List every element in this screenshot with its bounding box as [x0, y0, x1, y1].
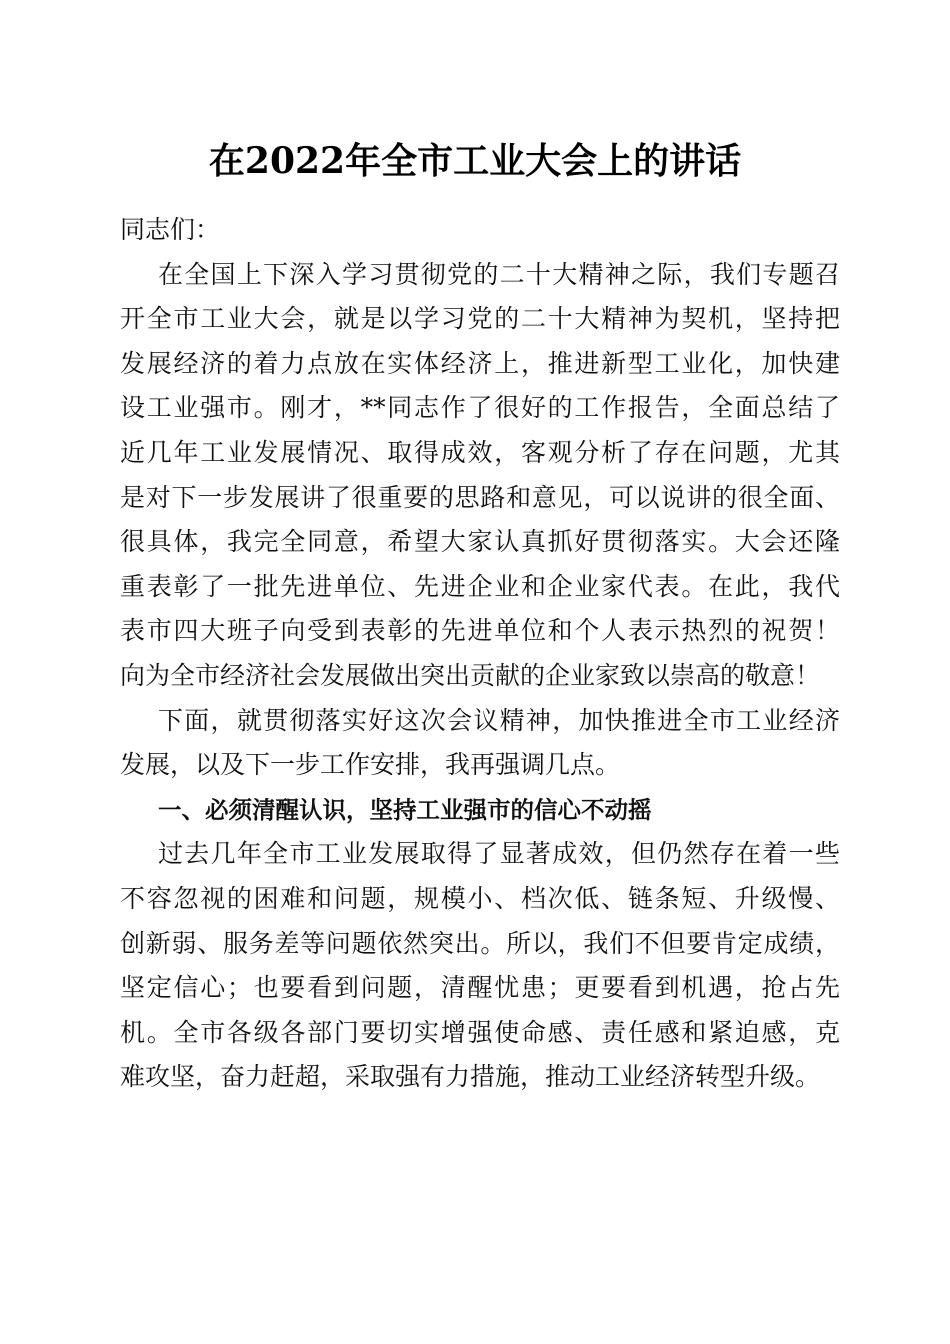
paragraph-line: 在全国上下深入学习贯彻党的二十大精神之际，我们专题召 — [158, 259, 840, 289]
document-body — [120, 208, 840, 1100]
salutation: 同志们： — [120, 215, 221, 244]
paragraph-line: 难攻坚，奋力赶超，采取强有力措施，推动工业经济转型升级。 — [120, 1062, 821, 1092]
paragraph-line: 近几年工业发展情况、取得成效，客观分析了存在问题，尤其 — [120, 437, 840, 467]
paragraph-line: 重表彰了一批先进单位、先进企业和企业家代表。在此，我代 — [120, 571, 840, 601]
paragraph-line: 下面，就贯彻落实好这次会议精神，加快推进全市工业经济 — [158, 705, 840, 735]
paragraph-2 — [120, 699, 840, 788]
paragraph-line: 创新弱、服务差等问题依然突出。所以，我们不但要肯定成绩， — [120, 928, 840, 958]
paragraph-line: 过去几年全市工业发展取得了显著成效，但仍然存在着一些 — [158, 839, 840, 869]
document-title: 在2022年全市工业大会上的讲话 — [208, 140, 742, 182]
paragraph-line: 设工业强市。刚才，**同志作了很好的工作报告，全面总结了 — [120, 393, 840, 423]
paragraph-line: 是对下一步发展讲了很重要的思路和意见，可以说讲的很全面、 — [120, 482, 840, 512]
paragraph-line: 向为全市经济社会发展做出突出贡献的企业家致以崇高的敬意！ — [120, 660, 821, 690]
paragraph-line: 坚定信心；也要看到问题，清醒忧患；更要看到机遇，抢占先 — [120, 973, 840, 1003]
paragraph-line: 不容忽视的困难和问题，规模小、档次低、链条短、升级慢、 — [120, 883, 840, 913]
paragraph-line: 很具体，我完全同意，希望大家认真抓好贯彻落实。大会还隆 — [120, 527, 840, 557]
paragraph-1 — [120, 253, 840, 699]
paragraph-line: 机。全市各级各部门要切实增强使命感、责任感和紧迫感，克 — [120, 1017, 840, 1047]
paragraph-line: 开全市工业大会，就是以学习党的二十大精神为契机，坚持把 — [120, 304, 840, 334]
paragraph-line: 发展经济的着力点放在实体经济上，推进新型工业化，加快建 — [120, 348, 840, 378]
paragraph-line: 表市四大班子向受到表彰的先进单位和个人表示热烈的祝贺！ — [120, 616, 840, 646]
paragraph-3 — [120, 832, 840, 1100]
paragraph-line: 发展，以及下一步工作安排，我再强调几点。 — [120, 750, 621, 780]
section-heading-1: 一、必须清醒认识，坚持工业强市的信心不动摇 — [158, 795, 652, 824]
